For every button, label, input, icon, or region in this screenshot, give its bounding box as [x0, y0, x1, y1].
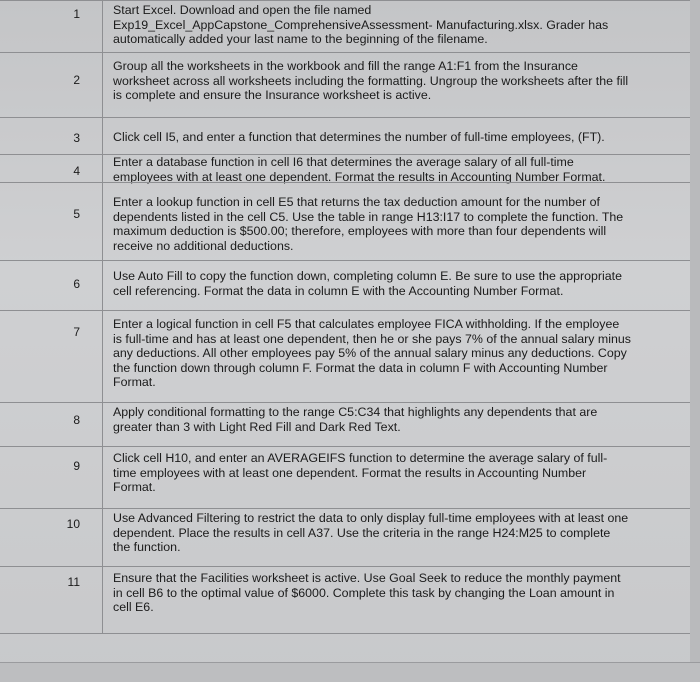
step-text: Start Excel. Download and open the file named Exp19_Excel_AppCapstone_ComprehensiveAssessment- Manufacturing.xlsx. Grader has automatically added your last name to the beginning of the filename. [113, 3, 609, 47]
step-text: Use Advanced Filtering to restrict the data to only display full-time employees with at least one dependent. Place the results in cell A37. Use the criteria in the range H24:M25 to complete the function. [113, 511, 629, 555]
step-number-cell [0, 118, 103, 155]
step-number-cell [0, 261, 103, 311]
step-number: 1 [73, 7, 80, 21]
step-number-cell [0, 53, 103, 118]
step-text: Enter a logical function in cell F5 that calculates employee FICA withholding. If the employee is full-time and has at least one dependent, then he or she pays 7% of the annual salary minus any deductions. All other employees pay 5% of the annual salary minus any deductions. Copy the function down through column F. Format the data in column F with Accounting Number Format. [113, 317, 631, 390]
step-number: 10 [66, 517, 80, 531]
step-text: Ensure that the Facilities worksheet is active. Use Goal Seek to reduce the monthly payment in cell B6 to the optimal value of $6000. Complete this task by changing the Loan amount in cell E6. [113, 571, 621, 615]
step-text: Apply conditional formatting to the range C5:C34 that highlights any dependents that are greater than 3 with Light Red Fill and Dark Red Text. [113, 405, 598, 434]
step-row-10 [0, 508, 690, 567]
step-number: 9 [73, 459, 80, 473]
step-text: Click cell I5, and enter a function that determines the number of full-time employees, (FT). [113, 130, 605, 144]
step-row-4 [0, 154, 690, 183]
step-number-cell [0, 567, 103, 633]
step-text: Click cell H10, and enter an AVERAGEIFS function to determine the average salary of full- time employees with at least one dependent. Format the results in Accounting Number Format. [113, 451, 608, 495]
step-text: Use Auto Fill to copy the function down, completing column E. Be sure to use the appropriate cell referencing. Format the data in column E with the Accounting Number Format. [113, 269, 622, 298]
step-number: 7 [73, 325, 80, 339]
step-number-cell [0, 311, 103, 403]
step-number-cell [0, 1, 103, 53]
step-row-2 [0, 52, 690, 118]
step-text: Group all the worksheets in the workbook and fill the range A1:F1 from the Insurance worksheet across all worksheets including the formatting. Ungroup the worksheets after the fill is complete and ensure the Insurance worksheet is active. [113, 59, 629, 103]
step-number: 3 [73, 131, 80, 145]
step-row-3 [0, 117, 690, 155]
step-number: 4 [73, 164, 80, 178]
step-row-8 [0, 402, 690, 447]
step-row-5 [0, 182, 690, 261]
step-row-9 [0, 446, 690, 509]
step-number-cell [0, 183, 103, 261]
page-bottom-edge [0, 662, 700, 682]
step-number: 5 [73, 207, 80, 221]
step-row-6 [0, 260, 690, 311]
step-number-cell [0, 403, 103, 447]
step-number: 8 [73, 413, 80, 427]
step-text: Enter a lookup function in cell E5 that returns the tax deduction amount for the number of dependents listed in the cell C5. Use the table in range H13:I17 to complete the function. The maximum deduction is $500.00; therefore, employees with more than four dependents will receive no additional deductions. [113, 195, 624, 253]
step-number: 11 [67, 575, 80, 589]
step-row-1 [0, 0, 690, 53]
step-number-cell [0, 155, 103, 183]
page-right-edge [690, 0, 700, 681]
step-row-7 [0, 310, 690, 403]
step-row-11 [0, 566, 690, 634]
step-number-cell [0, 509, 103, 567]
step-number-cell [0, 447, 103, 509]
step-text: Enter a database function in cell I6 that determines the average salary of all full-time employees with at least one dependent. Format the results in Accounting Number Format. [113, 155, 606, 184]
step-number: 6 [73, 277, 80, 291]
step-number: 2 [73, 73, 80, 87]
